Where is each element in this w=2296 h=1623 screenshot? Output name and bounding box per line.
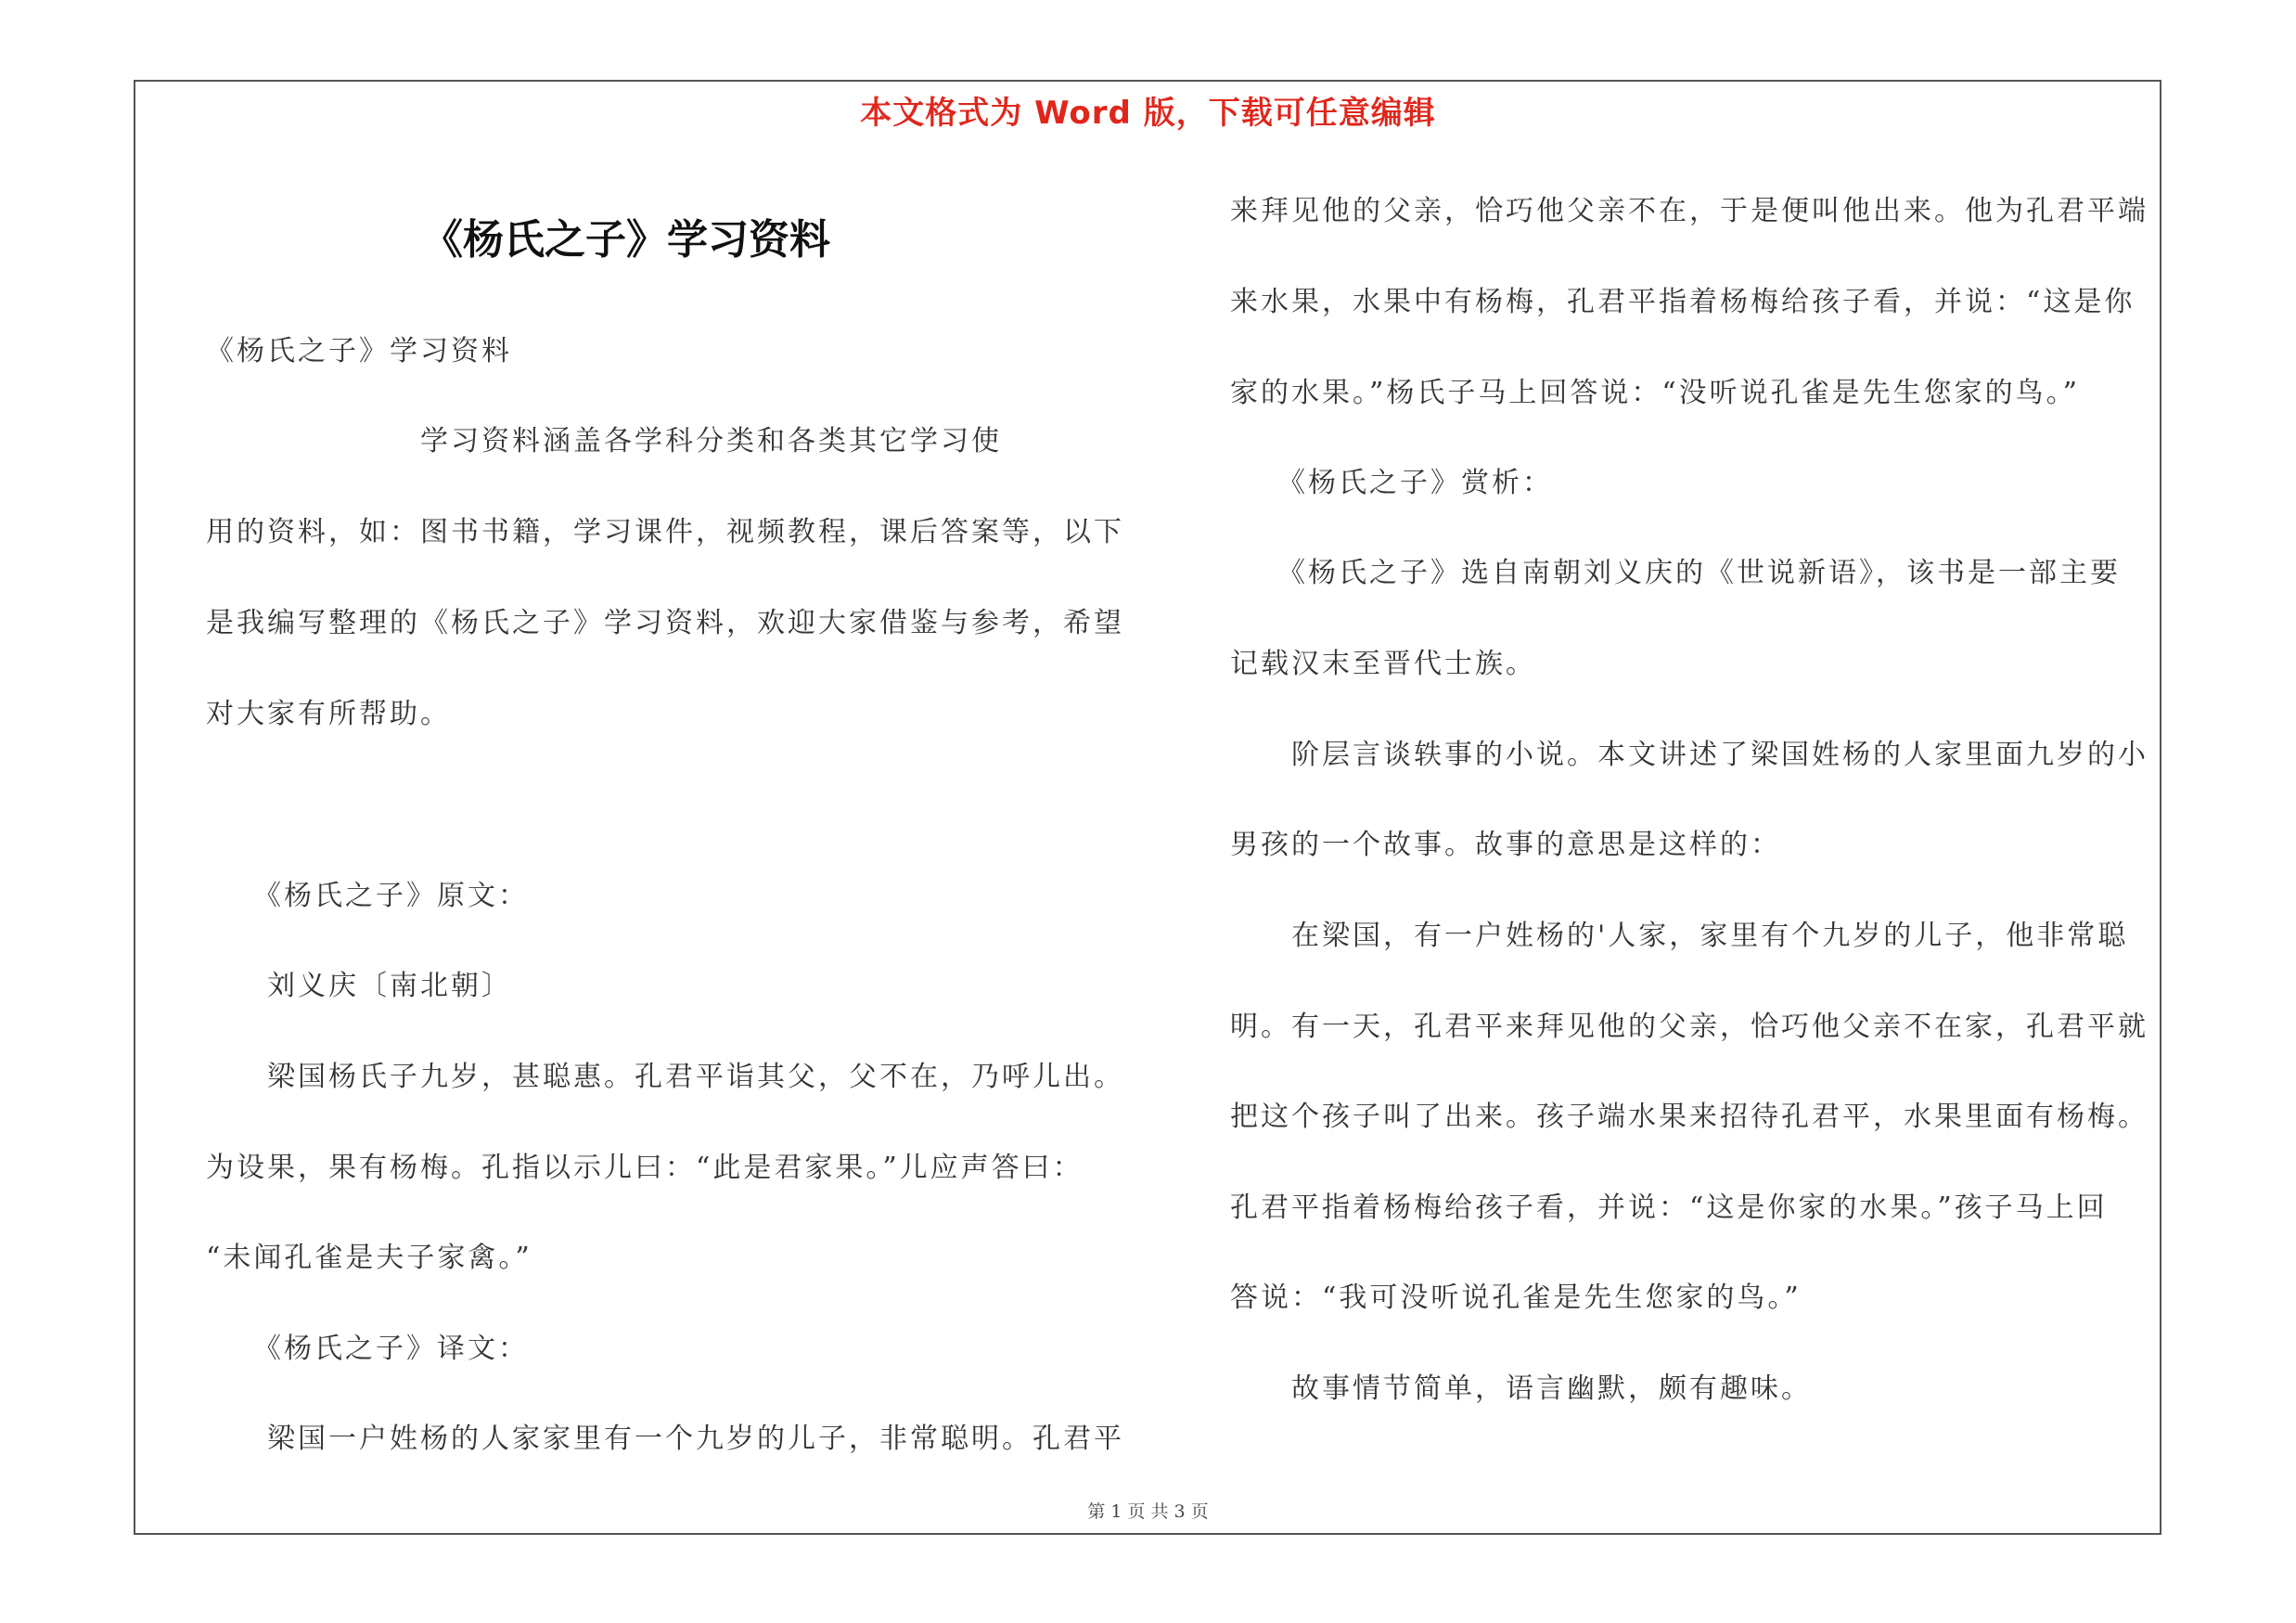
left-line-9: 为设果，果有杨梅。孔指以示儿曰：“此是君家果。”儿应声答曰： xyxy=(206,1152,1084,1184)
left-line-0: 《杨氏之子》学习资料 xyxy=(206,335,512,367)
right-line-6: 阶层言谈轶事的小说。本文讲述了梁国姓杨的人家里面九岁的小 xyxy=(1230,739,2148,771)
left-line-4: 对大家有所帮助。 xyxy=(206,698,451,730)
left-line-1: 学习资料涵盖各学科分类和各类其它学习使 xyxy=(206,425,1002,457)
right-line-7: 男孩的一个故事。故事的意思是这样的： xyxy=(1230,829,1781,861)
left-line-2: 用的资料，如：图书书籍，学习课件，视频教程，课后答案等，以下 xyxy=(206,516,1124,548)
right-line-13: 故事情节简单，语言幽默，颇有趣味。 xyxy=(1230,1372,1812,1405)
right-line-1: 来水果，水果中有杨梅，孔君平指着杨梅给孩子看，并说：“这是你 xyxy=(1230,286,2136,318)
left-line-12: 梁国一户姓杨的人家家里有一个九岁的儿子，非常聪明。孔君平 xyxy=(206,1423,1124,1455)
right-line-10: 把这个孩子叫了出来。孩子端水果来招待孔君平，水果里面有杨梅。 xyxy=(1230,1101,2148,1133)
right-line-11: 孔君平指着杨梅给孩子看，并说：“这是你家的水果。”孩子马上回 xyxy=(1230,1191,2108,1224)
left-line-11: 《杨氏之子》译文： xyxy=(206,1333,529,1365)
right-line-2: 家的水果。”杨氏子马上回答说：“没听说孔雀是先生您家的鸟。” xyxy=(1230,377,2081,409)
format-banner: 本文格式为 Word 版，下载可任意编辑 xyxy=(860,95,1436,132)
right-line-0: 来拜见他的父亲，恰巧他父亲不在，于是便叫他出来。他为孔君平端 xyxy=(1230,195,2148,227)
left-line-8: 梁国杨氏子九岁，甚聪惠。孔君平诣其父，父不在，乃呼儿出。 xyxy=(206,1061,1124,1093)
document-title: 《杨氏之子》学习资料 xyxy=(422,216,830,264)
right-line-8: 在梁国，有一户姓杨的'人家，家里有个九岁的儿子，他非常聪 xyxy=(1230,920,2129,952)
page-footer: 第 1 页 共 3 页 xyxy=(1087,1501,1209,1522)
right-line-5: 记载汉末至晋代士族。 xyxy=(1230,648,1536,680)
right-line-12: 答说：“我可没听说孔雀是先生您家的鸟。” xyxy=(1230,1282,1802,1314)
left-line-3: 是我编写整理的《杨氏之子》学习资料，欢迎大家借鉴与参考，希望 xyxy=(206,607,1124,639)
right-line-9: 明。有一天，孔君平来拜见他的父亲，恰巧他父亲不在家，孔君平就 xyxy=(1230,1011,2148,1043)
right-line-4: 《杨氏之子》选自南朝刘义庆的《世说新语》，该书是一部主要 xyxy=(1230,557,2121,589)
left-line-10: “未闻孔雀是夫子家禽。” xyxy=(206,1242,532,1274)
left-line-7: 刘义庆〔南北朝〕 xyxy=(206,970,512,1002)
left-line-6: 《杨氏之子》原文： xyxy=(206,880,529,912)
right-line-3: 《杨氏之子》赏析： xyxy=(1230,467,1553,499)
